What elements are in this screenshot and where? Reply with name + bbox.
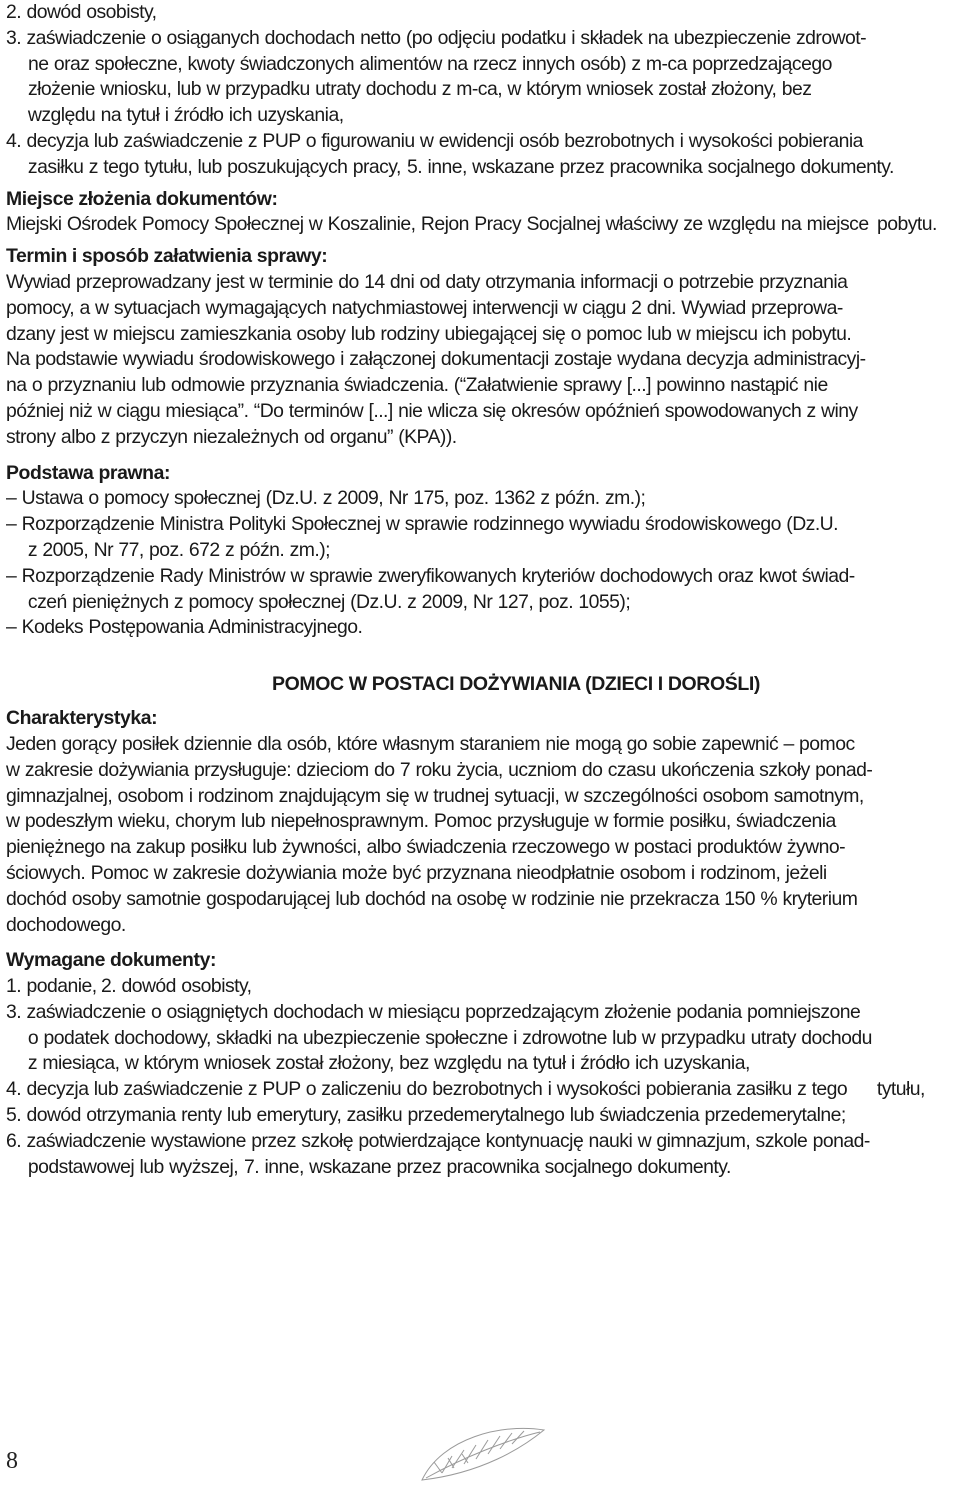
paragraph-line: strony albo z przyczyn niezależnych od organu” (KPA)). (6, 425, 457, 448)
miejsce-text: pobytu. (876, 213, 937, 236)
section-title: POMOC W POSTACI DOŻYWIANIA (DZIECI I DOROŚLI) (272, 673, 760, 696)
list-item-continuation: zasiłku z tego tytułu, lub poszukujących pracy, (27, 155, 401, 178)
paragraph-line: Jeden gorący posiłek dziennie dla osób, które własnym staraniem nie mogą go sobie zapewnić – pomoc (6, 732, 855, 755)
paragraph-line: pieniężnego na zakup posiłku lub żywności, albo świadczenia rzeczowego w postaci produktów żywno- (6, 836, 846, 859)
law-item: – Ustawa o pomocy społecznej (Dz.U. z 2009, Nr 175, poz. 1362 z późn. zm.); (6, 487, 646, 510)
list-item-continuation: podstawowej lub wyższej, (27, 1155, 239, 1178)
paragraph-line: Na podstawie wywiadu środowiskowego i załączonej dokumentacji zostaje wydana decyzja administracyj- (6, 348, 866, 371)
charakterystyka-paragraph (6, 732, 956, 938)
list-item-continuation: względu na tytuł i źródło ich uzyskania, (27, 104, 344, 127)
termin-paragraph (6, 270, 956, 451)
list-item-continuation: z miesiąca, w którym wniosek został złożony, bez względu na tytuł i źródło ich uzyskania, (27, 1052, 750, 1075)
wymagane-heading: Wymagane dokumenty: (6, 949, 217, 972)
list-item: 6. zaświadczenie wystawione przez szkołę potwierdzające kontynuację nauki w gimnazjum, szkole ponad- (6, 1129, 870, 1152)
paragraph-line: w zakresie dożywiania przysługuje: dzieciom do 7 roku życia, uczniom do czasu ukończenia szkoły ponad- (6, 758, 873, 781)
miejsce-heading: Miejsce złożenia dokumentów: (6, 187, 278, 210)
paragraph-line: pomocy, a w sytuacjach wymagających natychmiastowej interwencji w ciągu 2 dni. Wywiad przeprowa- (6, 296, 843, 319)
list-item: 2. dowód osobisty, (6, 1, 157, 23)
law-item: – Rozporządzenie Rady Ministrów w sprawie zweryfikowanych kryteriów dochodowych oraz kwot świad- (6, 564, 855, 587)
podstawa-heading: Podstawa prawna: (6, 461, 171, 484)
list-item: 2. dowód osobisty, (101, 975, 252, 998)
list-item-continuation: ne oraz społeczne, kwoty świadczonych alimentów na rzecz innych osób) z m-ca poprzedzającego (28, 52, 832, 75)
paragraph-line: Wywiad przeprowadzany jest w terminie do 14 dni od daty otrzymania informacji o potrzebie przyznania (6, 270, 848, 293)
list-item: 1. podanie, (6, 975, 97, 998)
paragraph-line: ściowych. Pomoc w zakresie dożywiania może być przyznana nieodpłatnie osobom i rodzinom, jeżeli (6, 861, 827, 884)
list-item-continuation: tytułu, (877, 1078, 926, 1101)
law-item: – Rozporządzenie Ministra Polityki Społecznej w sprawie rodzinnego wywiadu środowiskowego (Dz.U. (6, 513, 839, 536)
list-item: 5. dowód otrzymania renty lub emerytury, zasiłku przedemerytalnego lub świadczenia przedemerytalne; (6, 1104, 846, 1127)
list-item-continuation: o podatek dochodowy, składki na ubezpieczenie społeczne i zdrowotne lub w przypadku utraty dochodu (27, 1026, 872, 1049)
list-item: 4. decyzja lub zaświadczenie z PUP o zaliczeniu do bezrobotnych i wysokości pobierania zasiłku z tego (6, 1078, 848, 1101)
charakterystyka-heading: Charakterystyka: (6, 707, 158, 730)
termin-heading: Termin i sposób załatwienia sprawy: (6, 245, 328, 268)
leaf-ornament-icon (412, 1418, 552, 1488)
list-item-continuation: złożenie wniosku, lub w przypadku utraty dochodu z m-ca, w którym wniosek został złożony, bez (28, 78, 812, 101)
list-item: 3. zaświadczenie o osiąganych dochodach netto (po odjęciu podatku i składek na ubezpieczenie zdrowot- (6, 26, 867, 49)
miejsce-text: Miejski Ośrodek Pomocy Społecznej w Koszalinie, Rejon Pracy Socjalnej właściwy ze względu na miejsce (6, 213, 869, 236)
list-item: 5. inne, wskazane przez pracownika socjalnego dokumenty. (407, 155, 894, 178)
paragraph-line: dochodowego. (6, 913, 126, 936)
paragraph-line: dzany jest w miejscu zamieszkania osoby lub rodziny ubiegającej się o pomoc lub w miejscu ich pobytu. (6, 322, 852, 345)
list-item: 7. inne, wskazane przez pracownika socjalnego dokumenty. (243, 1155, 731, 1178)
law-item: – Kodeks Postępowania Administracyjnego. (6, 616, 363, 639)
wymagane-list (6, 974, 956, 1180)
paragraph-line: później niż w ciągu miesiąca”. “Do terminów [...] nie wlicza się okresów opóźnień spowodowanych z winy (6, 399, 858, 422)
top-document-list (6, 0, 956, 181)
list-item: 4. decyzja lub zaświadczenie z PUP o figurowaniu w ewidencji osób bezrobotnych i wysokości pobierania (6, 129, 863, 152)
law-item-continuation: z 2005, Nr 77, poz. 672 z późn. zm.); (27, 538, 331, 561)
law-item-continuation: czeń pieniężnych z pomocy społecznej (Dz.U. z 2009, Nr 127, poz. 1055); (27, 590, 631, 613)
podstawa-list (6, 486, 956, 641)
list-item: 3. zaświadczenie o osiągniętych dochodach w miesiącu poprzedzającym złożenie podania pomniejszone (6, 1000, 861, 1023)
paragraph-line: na o przyznaniu lub odmowie przyznania świadczenia. (“Załatwienie sprawy [...] powinno nastąpić nie (6, 374, 828, 397)
paragraph-line: dochód osoby samotnie gospodarującej lub dochód na osobę w rodzinie nie przekracza 150 % kryterium (6, 887, 858, 910)
page-number: 8 (6, 1448, 18, 1474)
paragraph-line: gimnazjalnej, osobom i rodzinom znajdującym się w trudnej sytuacji, w szczególności osobom samotnym, (6, 784, 864, 807)
paragraph-line: w podeszłym wieku, chorym lub niepełnosprawnym. Pomoc przysługuje w formie posiłku, świadczenia (6, 810, 836, 833)
document-page (6, 0, 956, 1180)
